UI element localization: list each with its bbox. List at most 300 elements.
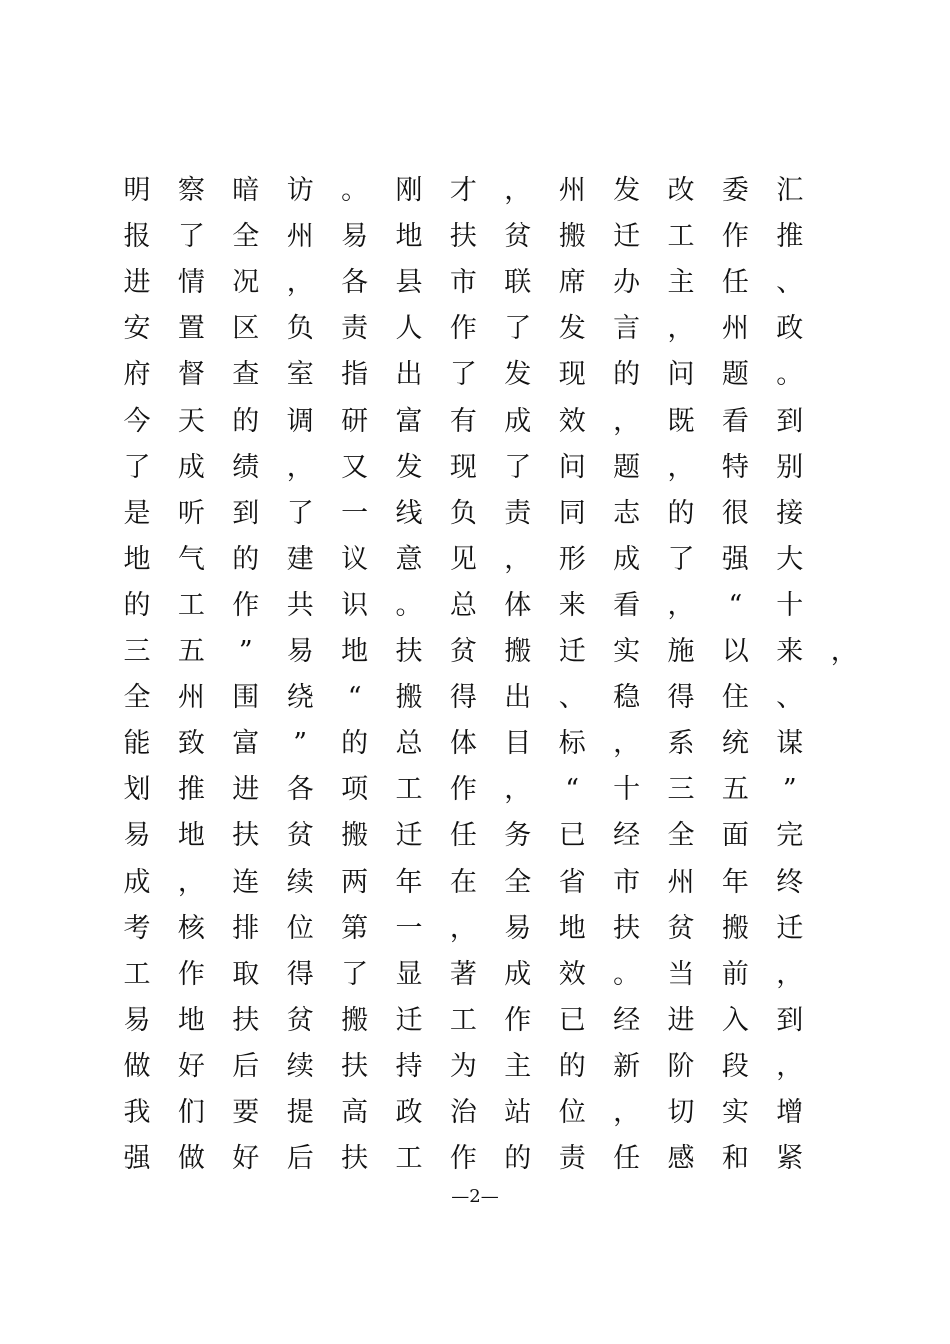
text-character: 置	[177, 313, 205, 345]
text-character: 地	[177, 1004, 205, 1036]
text-character: 为	[449, 1050, 477, 1082]
text-character: 今	[123, 405, 151, 437]
text-character: 经	[613, 1004, 641, 1036]
text-character: 好	[177, 1050, 205, 1082]
text-character: 。	[341, 175, 369, 206]
text-character: 成	[123, 866, 151, 898]
text-line	[0, 399, 950, 445]
text-character: 感	[667, 1143, 695, 1175]
text-character: 已	[558, 820, 586, 852]
text-character: ，	[776, 958, 804, 990]
text-character: 扶	[341, 1143, 369, 1175]
text-character: 得	[286, 958, 314, 990]
text-character: 的	[667, 497, 695, 529]
text-line	[0, 1090, 950, 1136]
text-character: 作	[721, 221, 749, 253]
text-character: 言	[613, 313, 641, 345]
text-character: 督	[177, 359, 205, 391]
text-character: 目	[504, 728, 532, 760]
text-character: 州	[721, 313, 749, 345]
text-character: 迁	[776, 912, 804, 944]
text-character: 工	[395, 774, 423, 806]
text-character: 人	[395, 313, 423, 345]
text-character: 地	[395, 221, 423, 253]
text-character: 政	[776, 313, 804, 345]
text-line	[0, 537, 950, 583]
text-character: 出	[395, 359, 423, 391]
text-character: 十	[613, 774, 641, 806]
text-character: 在	[449, 866, 477, 898]
text-character: 了	[504, 451, 532, 483]
text-line	[0, 860, 950, 906]
text-character: 务	[504, 820, 532, 852]
text-character: 总	[449, 589, 477, 621]
text-character: 别	[776, 451, 804, 483]
text-character: 识	[341, 589, 369, 621]
text-character: 负	[449, 497, 477, 529]
text-character: 改	[667, 175, 695, 206]
text-character: 后	[286, 1143, 314, 1175]
text-character: 办	[613, 267, 641, 299]
text-character: ”	[782, 774, 797, 806]
text-character: 切	[667, 1097, 695, 1128]
text-character: 、	[776, 267, 804, 299]
text-character: 扶	[449, 221, 477, 253]
text-character: 接	[776, 497, 804, 529]
text-character: “	[347, 682, 362, 714]
text-character: 现	[558, 359, 586, 391]
text-character: 市	[613, 866, 641, 898]
text-character: 搬	[341, 820, 369, 852]
text-character: 我	[123, 1097, 151, 1128]
text-character: 续	[286, 1050, 314, 1082]
text-character: ，	[613, 728, 641, 760]
text-character: 的	[123, 589, 151, 621]
text-character: ，	[449, 912, 477, 944]
text-character: 到	[776, 405, 804, 437]
text-character: 成	[613, 543, 641, 575]
text-character: 迁	[558, 636, 586, 667]
text-character: 研	[341, 405, 369, 437]
text-character: 入	[721, 1004, 749, 1036]
text-line	[0, 767, 950, 813]
text-character: 工	[449, 1004, 477, 1036]
text-character: ”	[293, 728, 308, 760]
text-character: 听	[177, 497, 205, 529]
text-character: 地	[341, 636, 369, 667]
text-character: 两	[341, 866, 369, 898]
text-character: 施	[667, 636, 695, 667]
text-character: 问	[667, 359, 695, 391]
text-character: 。	[395, 589, 423, 621]
text-character: 了	[504, 313, 532, 345]
text-character: 扶	[613, 912, 641, 944]
text-character: ，	[830, 636, 858, 667]
text-character: 效	[558, 405, 586, 437]
text-character: ，	[667, 451, 695, 483]
text-character: 来	[558, 589, 586, 621]
text-character: 高	[341, 1097, 369, 1128]
text-character: 负	[286, 313, 314, 345]
text-character: 调	[286, 405, 314, 437]
text-character: 作	[449, 774, 477, 806]
text-character: 况	[232, 267, 260, 299]
text-character: 富	[395, 405, 423, 437]
text-character: ，	[504, 175, 532, 206]
text-character: 成	[504, 958, 532, 990]
text-character: 一	[395, 912, 423, 944]
text-character: 全	[123, 682, 151, 714]
text-character: 察	[177, 175, 205, 206]
text-character: 迁	[395, 820, 423, 852]
text-character: 能	[123, 728, 151, 760]
text-character: 责	[341, 313, 369, 345]
text-character: 的	[558, 1050, 586, 1082]
text-character: 问	[558, 451, 586, 483]
text-character: 进	[667, 1004, 695, 1036]
text-character: 了	[123, 451, 151, 483]
text-character: 报	[123, 221, 151, 253]
text-character: 省	[558, 866, 586, 898]
text-character: 市	[449, 267, 477, 299]
text-character: 谋	[776, 728, 804, 760]
text-character: 工	[177, 589, 205, 621]
text-character: ”	[238, 636, 253, 667]
text-character: 汇	[776, 175, 804, 206]
text-character: 经	[613, 820, 641, 852]
text-character: 推	[776, 221, 804, 253]
text-character: 题	[721, 359, 749, 391]
text-character: 县	[395, 267, 423, 299]
text-character: 工	[123, 958, 151, 990]
text-character: 全	[504, 866, 532, 898]
text-character: 标	[558, 728, 586, 760]
text-character: 统	[721, 728, 749, 760]
text-line	[0, 260, 950, 306]
text-character: 十	[776, 589, 804, 621]
text-character: 作	[232, 589, 260, 621]
text-character: 联	[504, 267, 532, 299]
text-character: 段	[721, 1050, 749, 1082]
text-character: 各	[341, 267, 369, 299]
text-character: 当	[667, 958, 695, 990]
text-character: 作	[449, 1143, 477, 1175]
text-character: 站	[504, 1097, 532, 1128]
text-character: 易	[286, 636, 314, 667]
text-character: 搬	[395, 682, 423, 714]
text-character: 强	[721, 543, 749, 575]
text-character: 看	[613, 589, 641, 621]
text-character: 易	[504, 912, 532, 944]
text-character: 强	[123, 1143, 151, 1175]
text-character: 了	[667, 543, 695, 575]
text-character: 出	[504, 682, 532, 714]
text-character: ，	[613, 405, 641, 437]
text-character: 阶	[667, 1050, 695, 1082]
text-character: 划	[123, 774, 151, 806]
text-character: 前	[721, 958, 749, 990]
text-character: 扶	[232, 820, 260, 852]
text-character: 围	[232, 682, 260, 714]
text-character: 稳	[613, 682, 641, 714]
text-character: 志	[613, 497, 641, 529]
text-character: 的	[504, 1143, 532, 1175]
text-character: 贫	[449, 636, 477, 667]
text-character: 各	[286, 774, 314, 806]
text-character: 续	[286, 866, 314, 898]
text-character: 显	[395, 958, 423, 990]
text-character: 推	[177, 774, 205, 806]
text-character: 搬	[558, 221, 586, 253]
text-character: 了	[286, 497, 314, 529]
text-character: 、	[558, 682, 586, 714]
text-character: 成	[504, 405, 532, 437]
text-character: 又	[341, 451, 369, 483]
text-character: 搬	[341, 1004, 369, 1036]
text-line	[0, 952, 950, 998]
text-character: 到	[776, 1004, 804, 1036]
text-character: 连	[232, 866, 260, 898]
text-character: 来	[776, 636, 804, 667]
text-character: 持	[395, 1050, 423, 1082]
text-character: 易	[341, 221, 369, 253]
text-character: 很	[721, 497, 749, 529]
text-character: 搬	[721, 912, 749, 944]
page-number: —2—	[451, 1186, 499, 1207]
text-line	[0, 629, 950, 675]
text-character: 州	[177, 682, 205, 714]
text-character: 作	[177, 958, 205, 990]
text-character: 成	[177, 451, 205, 483]
text-character: 住	[721, 682, 749, 714]
text-character: 主	[504, 1050, 532, 1082]
text-character: ，	[776, 1050, 804, 1082]
text-character: ，	[504, 774, 532, 806]
text-character: 主	[667, 267, 695, 299]
text-character: 年	[721, 866, 749, 898]
text-character: 贫	[667, 912, 695, 944]
text-character: 面	[721, 820, 749, 852]
text-character: 暗	[232, 175, 260, 206]
text-character: 位	[558, 1097, 586, 1128]
text-character: 三	[123, 636, 151, 667]
text-character: 年	[395, 866, 423, 898]
text-line	[0, 1044, 950, 1090]
text-character: 府	[123, 359, 151, 391]
text-character: 责	[504, 497, 532, 529]
text-character: 。	[613, 958, 641, 990]
text-line	[0, 352, 950, 398]
text-character: 到	[232, 497, 260, 529]
text-character: ，	[177, 866, 205, 898]
text-character: 发	[558, 313, 586, 345]
text-line	[0, 306, 950, 352]
text-character: 形	[558, 543, 586, 575]
text-character: 要	[232, 1097, 260, 1128]
text-character: 位	[286, 912, 314, 944]
text-character: 易	[123, 820, 151, 852]
text-character: 提	[286, 1097, 314, 1128]
text-character: “	[728, 589, 743, 621]
text-character: 已	[558, 1004, 586, 1036]
text-character: 建	[286, 543, 314, 575]
text-character: 后	[232, 1050, 260, 1082]
text-character: 安	[123, 313, 151, 345]
text-character: 贫	[504, 221, 532, 253]
text-character: 新	[613, 1050, 641, 1082]
text-character: 的	[341, 728, 369, 760]
text-character: 是	[123, 497, 151, 529]
text-character: 地	[558, 912, 586, 944]
text-character: 贫	[286, 1004, 314, 1036]
text-character: 席	[558, 267, 586, 299]
text-character: 取	[232, 958, 260, 990]
text-character: 排	[232, 912, 260, 944]
text-character: 搬	[504, 636, 532, 667]
text-character: 天	[177, 405, 205, 437]
text-line	[0, 1136, 950, 1182]
text-line	[0, 813, 950, 859]
text-character: 完	[776, 820, 804, 852]
text-character: 意	[395, 543, 423, 575]
text-character: 既	[667, 405, 695, 437]
text-character: 明	[123, 175, 151, 206]
text-character: 终	[776, 866, 804, 898]
text-character: 、	[776, 682, 804, 714]
text-character: “	[565, 774, 580, 806]
text-character: 绩	[232, 451, 260, 483]
text-character: 全	[667, 820, 695, 852]
text-character: 任	[721, 267, 749, 299]
text-character: 体	[449, 728, 477, 760]
text-character: 富	[232, 728, 260, 760]
text-character: 发	[504, 359, 532, 391]
text-line	[0, 583, 950, 629]
text-character: 贫	[286, 820, 314, 852]
text-character: 查	[232, 359, 260, 391]
text-character: 项	[341, 774, 369, 806]
text-character: 考	[123, 912, 151, 944]
text-character: 增	[776, 1097, 804, 1128]
text-character: ，	[286, 267, 314, 299]
text-character: 实	[721, 1097, 749, 1128]
text-character: 总	[395, 728, 423, 760]
text-character: 核	[177, 912, 205, 944]
text-character: ，	[613, 1097, 641, 1128]
text-character: 的	[613, 359, 641, 391]
text-character: 的	[232, 543, 260, 575]
text-character: 进	[123, 267, 151, 299]
text-character: 致	[177, 728, 205, 760]
text-line	[0, 491, 950, 537]
text-character: 好	[232, 1143, 260, 1175]
text-character: ，	[286, 451, 314, 483]
text-character: 做	[123, 1050, 151, 1082]
text-line	[0, 168, 950, 214]
text-character: 州	[558, 175, 586, 206]
text-character: 的	[232, 405, 260, 437]
text-character: 特	[721, 451, 749, 483]
text-character: 责	[558, 1143, 586, 1175]
text-character: 任	[613, 1143, 641, 1175]
text-character: 指	[341, 359, 369, 391]
text-character: 三	[667, 774, 695, 806]
text-character: 作	[504, 1004, 532, 1036]
text-character: 五	[721, 774, 749, 806]
text-character: 地	[177, 820, 205, 852]
text-character: 紧	[776, 1143, 804, 1175]
text-character: ，	[667, 313, 695, 345]
text-line	[0, 998, 950, 1044]
text-character: 发	[613, 175, 641, 206]
text-character: 扶	[232, 1004, 260, 1036]
text-character: 工	[667, 221, 695, 253]
text-line	[0, 445, 950, 491]
text-character: 全	[232, 221, 260, 253]
text-character: 进	[232, 774, 260, 806]
text-character: 们	[177, 1097, 205, 1128]
text-character: 体	[504, 589, 532, 621]
text-line	[0, 906, 950, 952]
text-character: 州	[286, 221, 314, 253]
text-character: 实	[613, 636, 641, 667]
text-character: 委	[721, 175, 749, 206]
text-character: 了	[449, 359, 477, 391]
text-character: 大	[776, 543, 804, 575]
text-character: 治	[449, 1097, 477, 1128]
text-character: 得	[449, 682, 477, 714]
text-character: 才	[449, 175, 477, 206]
text-character: ，	[667, 589, 695, 621]
text-character: 区	[232, 313, 260, 345]
text-character: 作	[449, 313, 477, 345]
text-character: 著	[449, 958, 477, 990]
text-character: 看	[721, 405, 749, 437]
text-character: 发	[395, 451, 423, 483]
text-line	[0, 675, 950, 721]
text-line	[0, 721, 950, 767]
text-character: 访	[286, 175, 314, 206]
text-character: 迁	[613, 221, 641, 253]
text-character: 了	[341, 958, 369, 990]
text-character: 见	[449, 543, 477, 575]
text-character: 室	[286, 359, 314, 391]
text-character: 情	[177, 267, 205, 299]
text-character: 效	[558, 958, 586, 990]
text-character: 有	[449, 405, 477, 437]
text-character: 系	[667, 728, 695, 760]
text-character: 扶	[395, 636, 423, 667]
text-character: 工	[395, 1143, 423, 1175]
text-character: 共	[286, 589, 314, 621]
text-character: 地	[123, 543, 151, 575]
text-character: 任	[449, 820, 477, 852]
text-character: 州	[667, 866, 695, 898]
text-character: 同	[558, 497, 586, 529]
text-character: 题	[613, 451, 641, 483]
text-character: 政	[395, 1097, 423, 1128]
text-character: 五	[177, 636, 205, 667]
text-character: 一	[341, 497, 369, 529]
text-character: 绕	[286, 682, 314, 714]
text-character: 和	[721, 1143, 749, 1175]
text-character: 。	[776, 359, 804, 391]
text-character: 了	[177, 221, 205, 253]
text-line	[0, 214, 950, 260]
text-character: 易	[123, 1004, 151, 1036]
text-character: ，	[504, 543, 532, 575]
text-character: 做	[177, 1143, 205, 1175]
